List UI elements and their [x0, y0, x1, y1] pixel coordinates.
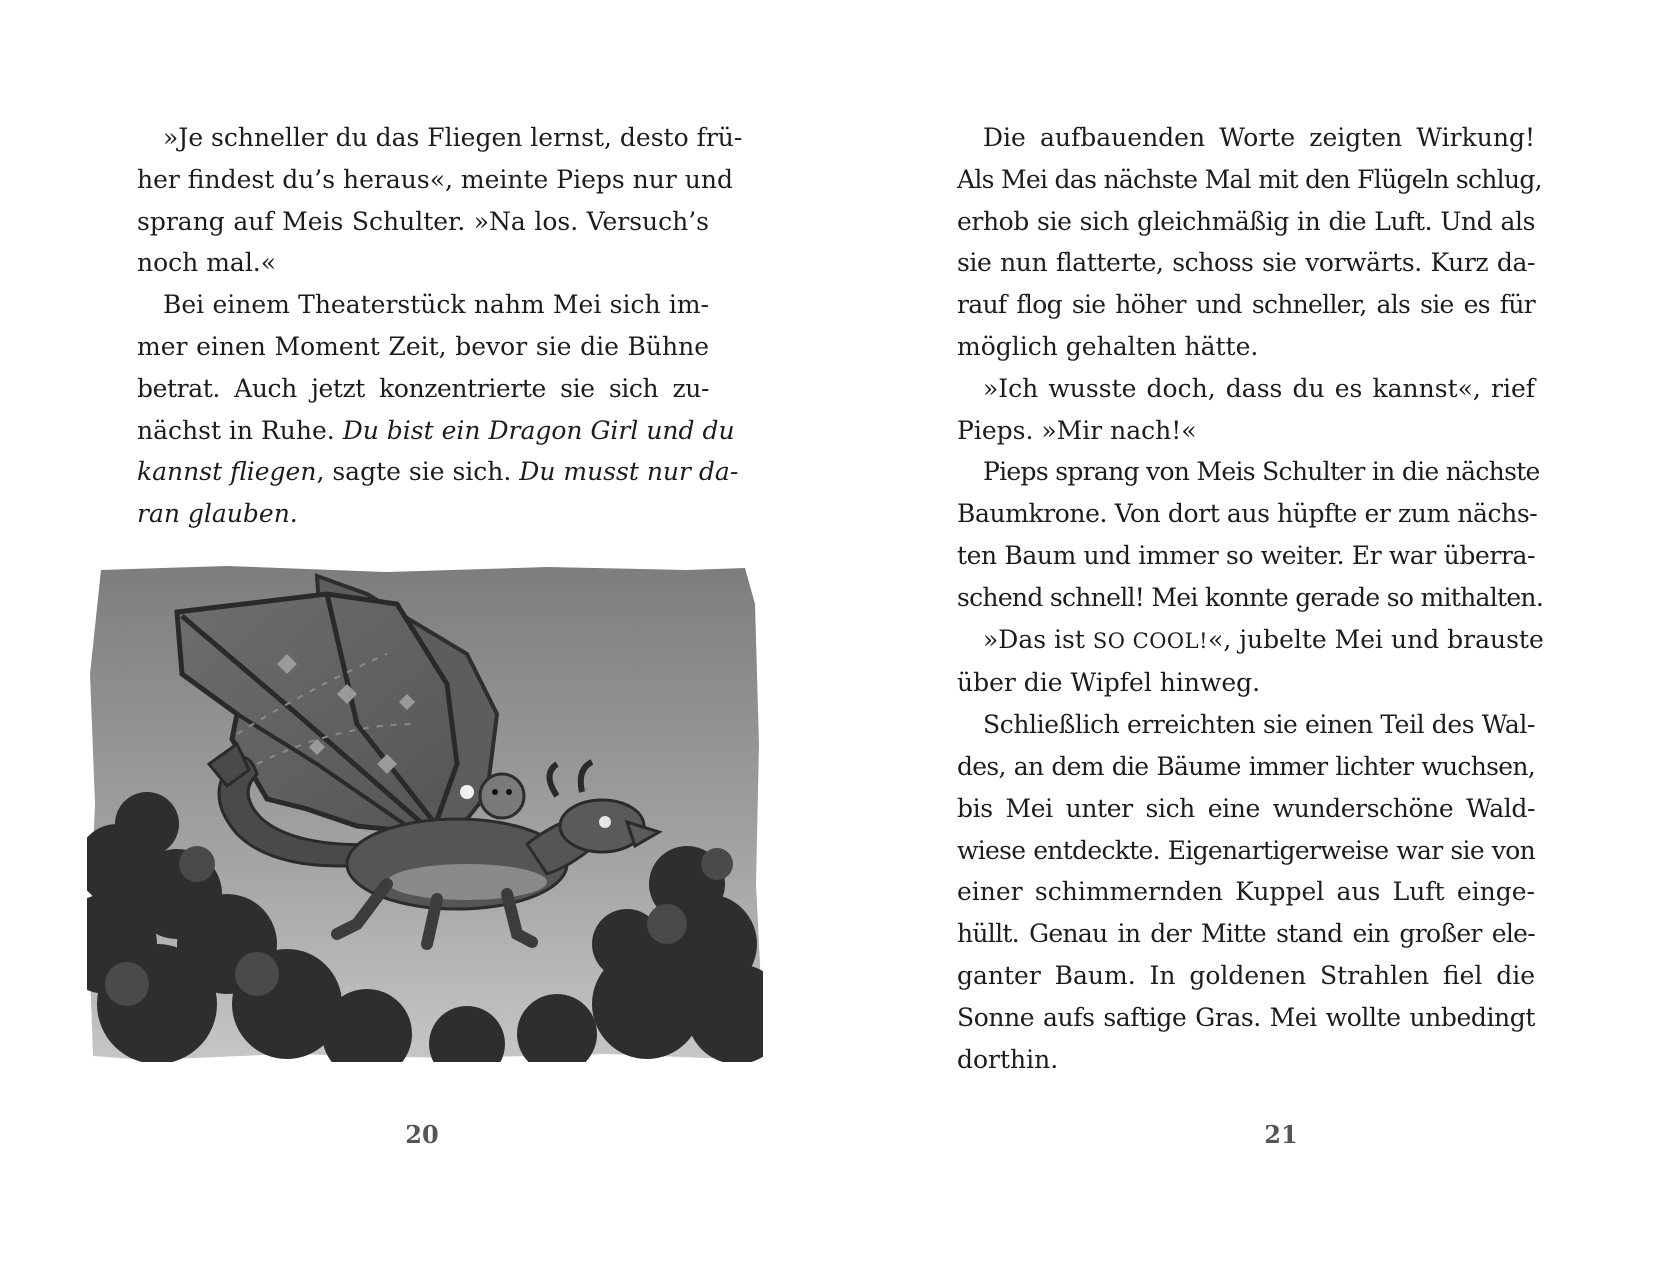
- left-page-text: [137, 117, 743, 535]
- page-number: 20: [405, 1120, 439, 1149]
- text-line: betrat. Auch jetzt konzentrierte sie sich zu-: [137, 373, 709, 403]
- text-line: ten Baum und immer so weiter. Er war überra-: [957, 540, 1535, 570]
- text-run: , sagte sie sich.: [316, 457, 512, 487]
- italic-text: Du musst nur da-: [519, 457, 739, 487]
- text-line: über die Wipfel hinweg.: [957, 668, 1261, 698]
- text-line: Sonne aufs saftige Gras. Mei wollte unbedingt: [957, 1002, 1535, 1032]
- text-line: »Je schneller du das Fliegen lernst, desto frü-: [163, 123, 743, 152]
- right-page: [827, 0, 1654, 1270]
- text-line: Bei einem Theaterstück nahm Mei sich im-: [163, 290, 709, 320]
- text-line: möglich gehalten hätte.: [957, 331, 1259, 361]
- paragraph: [137, 117, 743, 284]
- text-line: Als Mei das nächste Mal mit den Flügeln schlug,: [957, 164, 1542, 194]
- text-run: nächst in Ruhe.: [137, 415, 335, 445]
- smallcaps-text: SO COOL!: [1092, 628, 1209, 653]
- italic-text: kannst fliegen: [137, 457, 317, 487]
- text-line: Baumkrone. Von dort aus hüpfte er zum nächs-: [957, 499, 1538, 529]
- text-line: ganter Baum. In goldenen Strahlen fiel die: [957, 960, 1535, 990]
- italic-text: Du bist ein Dragon Girl und du: [342, 415, 735, 445]
- text-line: »Ich wusste doch, dass du es kannst«, rief: [983, 373, 1535, 403]
- text-line: her findest du’s heraus«, meinte Pieps nur und: [137, 164, 733, 194]
- text-line: Schließlich erreichten sie einen Teil des Wal-: [983, 710, 1536, 740]
- text-line: sprang auf Meis Schulter. »Na los. Versuch’s: [137, 206, 709, 236]
- text-line: bis Mei unter sich eine wunderschöne Wald-: [957, 793, 1535, 823]
- text-line: des, an dem die Bäume immer lichter wuchsen,: [957, 751, 1535, 781]
- text-line: sie nun flatterte, schoss sie vorwärts. Kurz da-: [957, 248, 1535, 278]
- text-line: Pieps sprang von Meis Schulter in die nächste: [983, 457, 1540, 487]
- text-line: [957, 619, 1544, 663]
- paragraph: [137, 284, 739, 535]
- text-line: erhob sie sich gleichmäßig in die Luft. Und als: [957, 206, 1535, 236]
- text-line: Die aufbauenden Worte zeigten Wirkung!: [983, 123, 1535, 152]
- paragraph: [957, 117, 1542, 368]
- text-line: dorthin.: [957, 1044, 1059, 1074]
- text-line: Pieps. »Mir nach!«: [957, 415, 1197, 445]
- text-line: mer einen Moment Zeit, bevor sie die Bühne: [137, 331, 709, 361]
- text-line: [137, 410, 735, 452]
- paragraph: [957, 368, 1535, 452]
- text-line: wiese entdeckte. Eigenartigerweise war sie von: [957, 835, 1535, 865]
- dragon-illustration: [87, 564, 763, 1062]
- text-run: »Das ist: [983, 624, 1085, 654]
- text-run: «, jubelte Mei und brauste: [1208, 624, 1544, 654]
- paragraph: [957, 451, 1544, 618]
- text-line: schend schnell! Mei konnte gerade so mithalten.: [957, 582, 1544, 612]
- text-line: rauf flog sie höher und schneller, als sie es für: [957, 290, 1535, 320]
- dragon-illustration-image: [87, 564, 763, 1062]
- text-line: [137, 451, 739, 493]
- text-line: noch mal.«: [137, 248, 277, 278]
- page-number: 21: [1264, 1120, 1298, 1149]
- right-page-text: [957, 117, 1544, 1080]
- paragraph: [957, 619, 1544, 705]
- hamster-rider: [480, 774, 524, 818]
- text-line: einer schimmernden Kuppel aus Luft einge-: [957, 877, 1535, 907]
- paragraph: [957, 704, 1535, 1080]
- text-line: hüllt. Genau in der Mitte stand ein großer ele-: [957, 919, 1535, 949]
- italic-text: ran glauben.: [137, 499, 298, 529]
